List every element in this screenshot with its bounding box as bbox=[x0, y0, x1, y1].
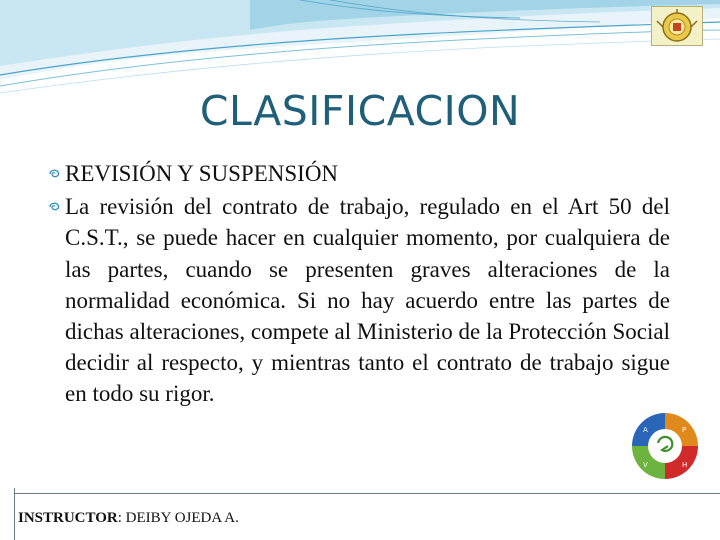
swirl-bullet-icon bbox=[48, 201, 62, 213]
instructor-label: INSTRUCTOR bbox=[18, 510, 118, 526]
pdca-letter-a: A bbox=[643, 426, 648, 434]
bullet-text: La revisión del contrato de trabajo, regulado en el Art 50 del C.S.T., se puede hacer en cualquier momento, por cualquiera de las partes, cuando se presenten graves alteraciones de la normalidad económica. Si no hay acuerdo entre las partes de dichas alteraciones, compete al Ministerio de la Protección Social decidir al respecto, y mientras tanto el contrato de trabajo sigue en todo su rigor. bbox=[65, 194, 670, 407]
footer-divider-vertical bbox=[14, 488, 15, 540]
emblem-logo-icon bbox=[651, 6, 703, 46]
bullet-list bbox=[48, 158, 670, 410]
pdca-letter-v: V bbox=[643, 461, 648, 469]
bullet-item bbox=[48, 191, 670, 409]
bullet-text: REVISIÓN Y SUSPENSIÓN bbox=[65, 161, 339, 186]
instructor-name: : DEIBY OJEDA A. bbox=[117, 510, 239, 526]
instructor-credit bbox=[18, 510, 239, 527]
bullet-item bbox=[48, 158, 670, 189]
pdca-letter-h: H bbox=[682, 461, 688, 469]
slide-title: CLASIFICACION bbox=[199, 87, 521, 135]
pdca-letter-p: P bbox=[682, 426, 687, 434]
swirl-bullet-icon bbox=[48, 168, 62, 180]
footer-divider-horizontal bbox=[14, 493, 720, 494]
decorative-wave-band bbox=[0, 0, 720, 95]
pdca-cycle-icon bbox=[622, 405, 708, 487]
